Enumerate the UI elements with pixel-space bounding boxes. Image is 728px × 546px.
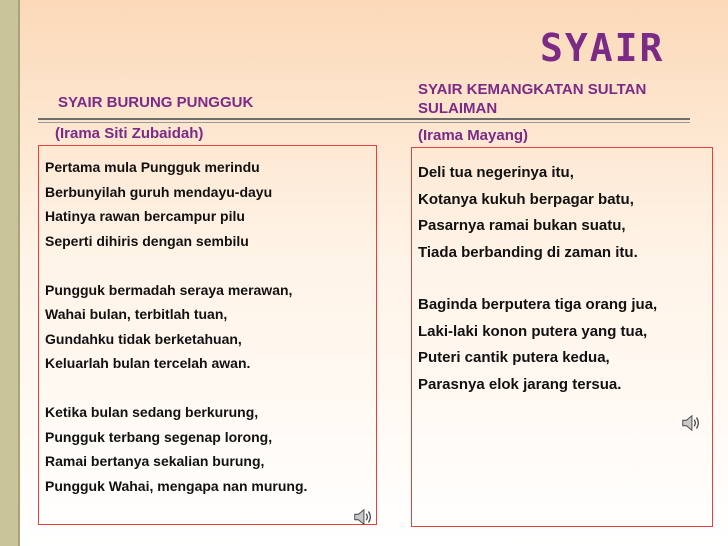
poem-line: Pertama mula Pungguk merindu bbox=[45, 159, 260, 175]
divider-line bbox=[38, 118, 690, 120]
stanza-gap bbox=[45, 253, 307, 278]
left-poem-melody: (Irama Siti Zubaidah) bbox=[55, 125, 204, 142]
poem-line: Seperti dihiris dengan sembilu bbox=[45, 232, 249, 249]
poem-line: Wahai bulan, terbitlah tuan, bbox=[45, 306, 228, 322]
right-poem-title-line2: SULAIMAN bbox=[418, 100, 498, 117]
poem-line: Laki-laki konon putera yang tua, bbox=[418, 322, 648, 340]
poem-line: Keluarlah bulan tercelah awan. bbox=[45, 355, 251, 371]
poem-line: Parasnya elok jarang tersua. bbox=[418, 375, 622, 393]
speaker-icon[interactable] bbox=[352, 506, 374, 528]
decorative-side-strip bbox=[0, 0, 18, 546]
poem-line: Puteri cantik putera kedua, bbox=[418, 349, 610, 366]
poem-line: Ramai bertanya sekalian burung, bbox=[45, 453, 265, 469]
poem-line: Baginda berputera tiga orang jua, bbox=[418, 296, 658, 313]
poem-line: Pungguk Wahai, mengapa nan murung. bbox=[45, 477, 308, 494]
poem-line: Gundahku tidak berketahuan, bbox=[45, 330, 242, 347]
poem-line: Tiada berbanding di zaman itu. bbox=[418, 243, 638, 261]
slide-title: SYAIR bbox=[540, 26, 665, 70]
poem-line: Pungguk bermadah seraya merawan, bbox=[45, 281, 293, 298]
poem-line: Ketika bulan sedang berkurung, bbox=[45, 404, 259, 420]
stanza-gap bbox=[45, 376, 307, 401]
poem-line: Kotanya kukuh berpagar batu, bbox=[418, 190, 634, 208]
poem-line: Pungguk terbang segenap lorong, bbox=[45, 428, 273, 445]
left-poem-text bbox=[45, 155, 307, 498]
right-poem-title bbox=[418, 80, 688, 118]
right-poem-title-line1: SYAIR KEMANGKATAN SULTAN bbox=[418, 81, 647, 98]
speaker-icon[interactable] bbox=[680, 412, 702, 434]
poem-line: Hatinya rawan bercampur pilu bbox=[45, 208, 245, 224]
poem-line: Pasarnya ramai bukan suatu, bbox=[418, 217, 626, 234]
right-poem-melody: (Irama Mayang) bbox=[418, 127, 529, 144]
poem-line: Berbunyilah guruh mendayu-dayu bbox=[45, 183, 273, 200]
left-poem-title: SYAIR BURUNG PUNGGUK bbox=[58, 94, 254, 111]
poem-line: Deli tua negerinya itu, bbox=[418, 164, 574, 181]
stanza-gap bbox=[418, 266, 657, 292]
divider-line-thin bbox=[38, 122, 690, 123]
right-poem-text bbox=[418, 160, 657, 398]
decorative-side-strip-edge bbox=[18, 0, 20, 546]
